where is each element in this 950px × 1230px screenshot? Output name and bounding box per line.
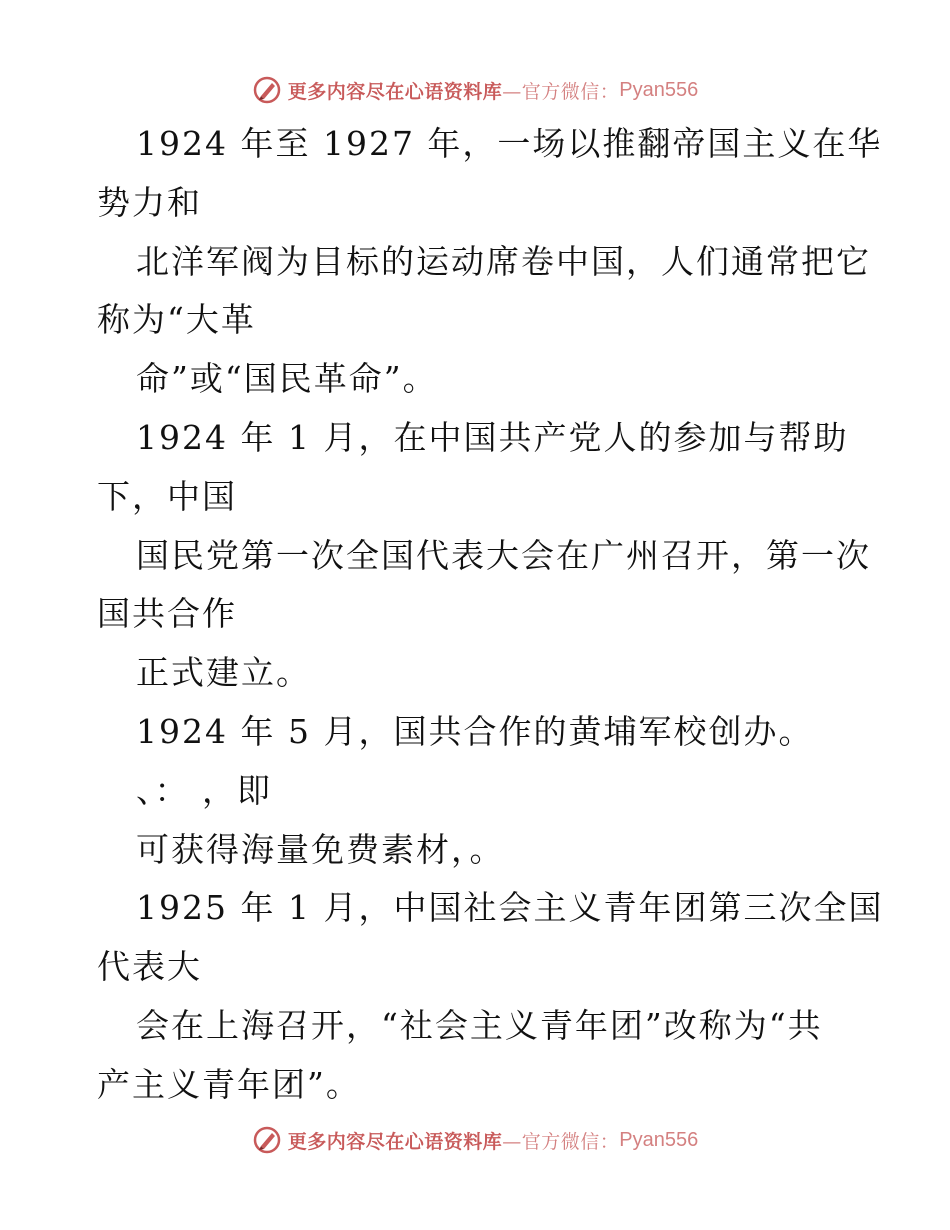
- header-watermark: [0, 70, 950, 110]
- text-line: 下，中国: [97, 476, 237, 516]
- text-line: 称为“大革: [97, 300, 256, 340]
- pen-logo-icon: [252, 1125, 282, 1155]
- text-line: 1924 年 5 月，国共合作的黄埔军校创办。: [136, 711, 814, 751]
- watermark-slogan: 更多内容尽在心语资料库: [287, 80, 503, 103]
- text-line: 会在上海召开，“社会主义青年团”改称为“共: [136, 1005, 823, 1045]
- footer-watermark: [0, 1120, 950, 1160]
- text-line: 产主义青年团”。: [97, 1064, 361, 1104]
- pen-logo-icon: [252, 75, 282, 105]
- text-line: 可获得海量免费素材，。: [136, 829, 505, 869]
- text-line: 正式建立。: [136, 653, 311, 693]
- watermark-wechat-id: Pyan556: [619, 1128, 699, 1151]
- text-line: 国共合作: [97, 594, 237, 634]
- watermark-slogan: 更多内容尽在心语资料库: [287, 1130, 503, 1153]
- watermark-wechat-id: Pyan556: [619, 78, 699, 101]
- text-line: 1925 年 1 月，中国社会主义青年团第三次全国: [136, 888, 884, 928]
- watermark-contact-prefix: —官方微信：: [502, 1130, 620, 1153]
- text-line: 、： ，即: [136, 770, 272, 810]
- text-line: 命”或“国民革命”。: [136, 359, 438, 399]
- text-line: 1924 年至 1927 年，一场以推翻帝国主义在华: [136, 124, 883, 163]
- document-body: [97, 115, 884, 1115]
- text-line: 国民党第一次全国代表大会在广州召开，第一次: [136, 535, 871, 575]
- text-line: 1924 年 1 月，在中国共产党人的参加与帮助: [136, 417, 849, 457]
- text-line: 势力和: [97, 182, 202, 222]
- text-line: 代表大: [97, 947, 202, 987]
- watermark-contact-prefix: —官方微信：: [502, 80, 620, 103]
- text-line: 北洋军阀为目标的运动席卷中国，人们通常把它: [136, 241, 871, 281]
